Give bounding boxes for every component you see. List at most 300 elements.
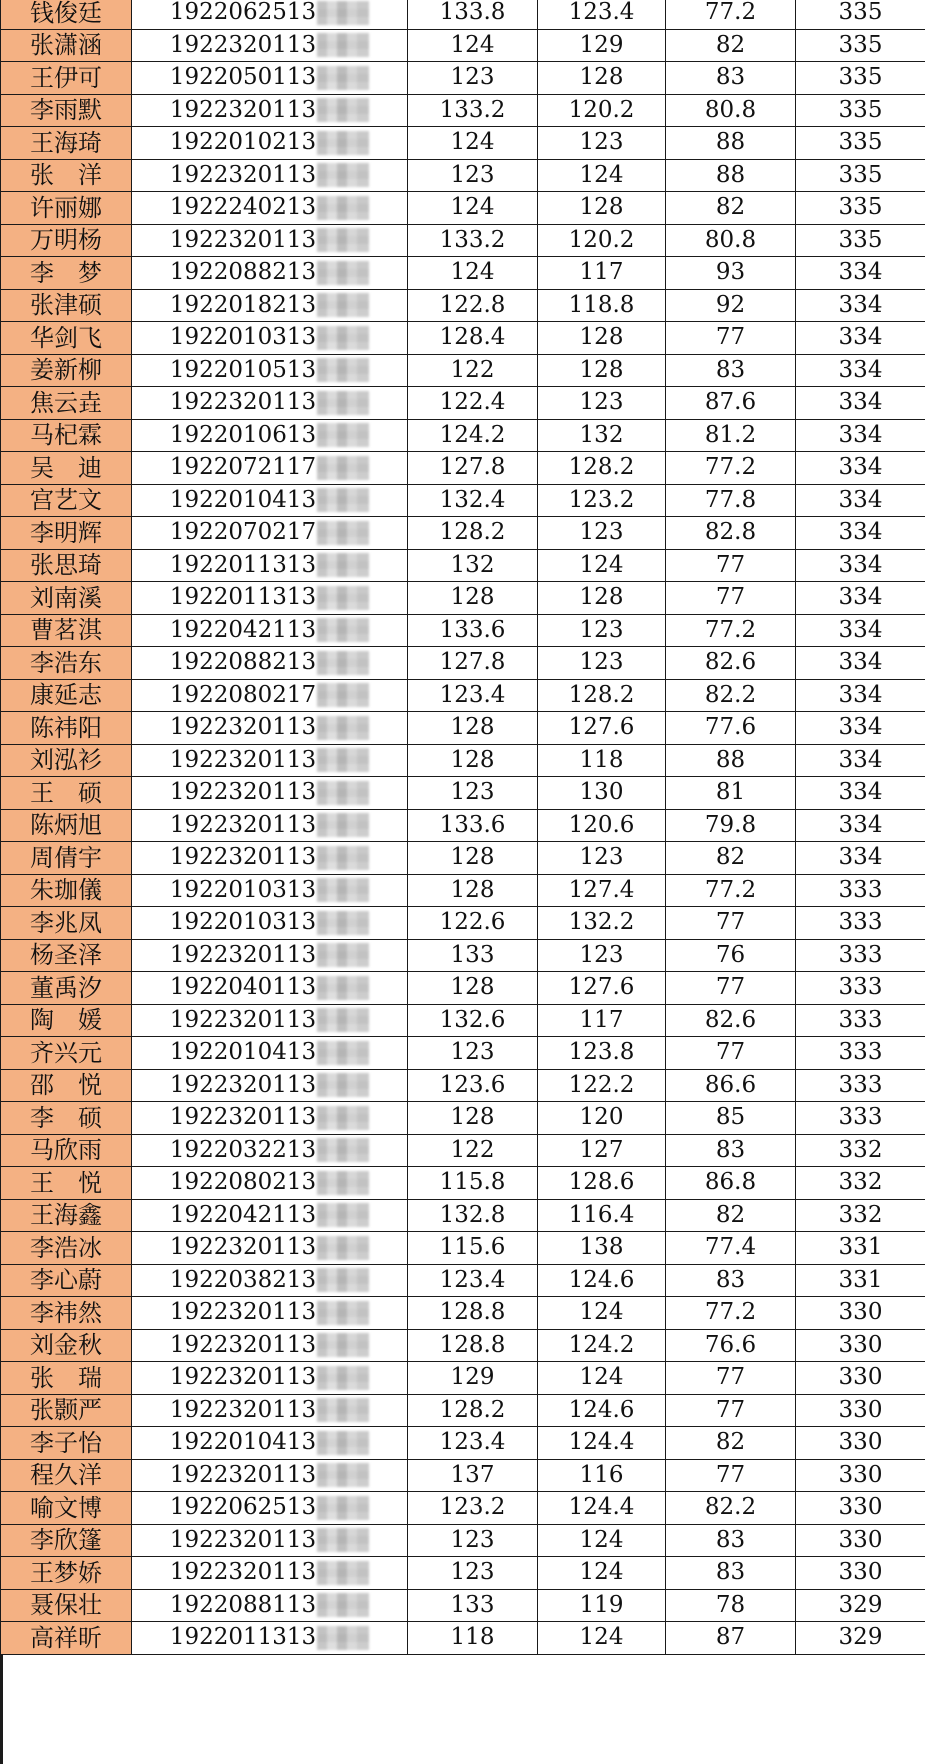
score-2-cell: 123 <box>538 387 666 420</box>
total-score-cell: 333 <box>796 1102 925 1135</box>
score-2-cell: 124.4 <box>538 1427 666 1460</box>
table-row <box>1 62 925 95</box>
student-id-cell <box>132 0 408 29</box>
total-score-cell: 331 <box>796 1264 925 1297</box>
table-row <box>1 94 925 127</box>
redacted-id-suffix <box>317 943 369 967</box>
redacted-id-suffix <box>317 651 369 675</box>
total-score-cell: 334 <box>796 452 925 485</box>
redacted-id-suffix <box>317 1561 369 1585</box>
student-name-cell: 刘泓衫 <box>1 744 132 777</box>
student-name-cell: 康延志 <box>1 679 132 712</box>
total-score-cell: 334 <box>796 387 925 420</box>
score-table-body <box>1 0 925 1654</box>
student-id-text: 1922320113 <box>169 389 317 416</box>
score-2-cell: 116.4 <box>538 1199 666 1232</box>
score-3-cell: 77.6 <box>666 712 796 745</box>
total-score-cell: 334 <box>796 289 925 322</box>
total-score-cell: 334 <box>796 354 925 387</box>
redacted-id-suffix <box>317 976 369 1000</box>
student-name-cell: 李浩冰 <box>1 1232 132 1265</box>
total-score-cell: 334 <box>796 419 925 452</box>
table-row <box>1 582 925 615</box>
student-id-text: 1922010413 <box>169 1039 317 1066</box>
student-id-cell <box>132 354 408 387</box>
redacted-id-suffix <box>317 1431 369 1455</box>
score-3-cell: 82.2 <box>666 679 796 712</box>
total-score-cell: 333 <box>796 907 925 940</box>
score-2-cell: 123 <box>538 647 666 680</box>
score-3-cell: 82 <box>666 1427 796 1460</box>
student-id-text: 1922010413 <box>169 486 317 513</box>
total-score-cell: 335 <box>796 127 925 160</box>
student-id-text: 1922040113 <box>169 974 317 1001</box>
score-2-cell: 132.2 <box>538 907 666 940</box>
student-id-cell <box>132 62 408 95</box>
student-id-cell <box>132 1622 408 1655</box>
student-id-cell <box>132 1167 408 1200</box>
table-row <box>1 647 925 680</box>
table-row <box>1 1329 925 1362</box>
total-score-cell: 330 <box>796 1557 925 1590</box>
score-2-cell: 118 <box>538 744 666 777</box>
student-id-cell <box>132 419 408 452</box>
student-id-text: 1922320113 <box>169 1331 317 1358</box>
student-name-cell: 张 洋 <box>1 159 132 192</box>
score-1-cell: 122 <box>408 354 538 387</box>
score-3-cell: 81 <box>666 777 796 810</box>
table-row <box>1 874 925 907</box>
score-2-cell: 127.6 <box>538 972 666 1005</box>
student-id-text: 1922320113 <box>169 161 317 188</box>
score-3-cell: 82.6 <box>666 647 796 680</box>
student-id-text: 1922240213 <box>169 194 317 221</box>
table-row <box>1 614 925 647</box>
student-id-cell <box>132 1297 408 1330</box>
total-score-cell: 334 <box>796 809 925 842</box>
total-score-cell: 333 <box>796 972 925 1005</box>
student-name-cell: 邵 悦 <box>1 1069 132 1102</box>
total-score-cell: 331 <box>796 1232 925 1265</box>
redacted-id-suffix <box>317 1171 369 1195</box>
student-id-text: 1922320113 <box>169 31 317 58</box>
score-2-cell: 128 <box>538 62 666 95</box>
redacted-id-suffix <box>317 66 369 90</box>
student-name-cell: 张颢严 <box>1 1394 132 1427</box>
redacted-id-suffix <box>317 911 369 935</box>
table-row <box>1 517 925 550</box>
student-id-text: 1922320113 <box>169 1299 317 1326</box>
total-score-cell: 330 <box>796 1492 925 1525</box>
table-row <box>1 1069 925 1102</box>
score-1-cell: 123 <box>408 1557 538 1590</box>
total-score-cell: 330 <box>796 1427 925 1460</box>
student-name-cell: 张津硕 <box>1 289 132 322</box>
score-2-cell: 124 <box>538 1557 666 1590</box>
total-score-cell: 334 <box>796 322 925 355</box>
table-row <box>1 0 925 29</box>
score-2-cell: 117 <box>538 1004 666 1037</box>
student-id-text: 1922320113 <box>169 714 317 741</box>
student-name-cell: 万明杨 <box>1 224 132 257</box>
student-id-text: 1922088213 <box>169 649 317 676</box>
table-row <box>1 1557 925 1590</box>
student-id-text: 1922011313 <box>169 584 317 611</box>
score-2-cell: 124.2 <box>538 1329 666 1362</box>
student-name-cell: 刘金秋 <box>1 1329 132 1362</box>
score-3-cell: 78 <box>666 1589 796 1622</box>
score-3-cell: 77 <box>666 549 796 582</box>
score-2-cell: 118.8 <box>538 289 666 322</box>
redacted-id-suffix <box>317 1041 369 1065</box>
score-3-cell: 77.2 <box>666 0 796 29</box>
student-id-cell <box>132 1492 408 1525</box>
student-id-cell <box>132 94 408 127</box>
score-3-cell: 83 <box>666 1524 796 1557</box>
total-score-cell: 335 <box>796 192 925 225</box>
student-id-text: 1922010213 <box>169 129 317 156</box>
total-score-cell: 334 <box>796 614 925 647</box>
student-name-cell: 马欣雨 <box>1 1134 132 1167</box>
total-score-cell: 330 <box>796 1362 925 1395</box>
total-score-cell: 334 <box>796 484 925 517</box>
student-name-cell: 华剑飞 <box>1 322 132 355</box>
student-name-cell: 周倩宇 <box>1 842 132 875</box>
table-row <box>1 1004 925 1037</box>
table-row <box>1 939 925 972</box>
redacted-id-suffix <box>317 1301 369 1325</box>
score-3-cell: 77.4 <box>666 1232 796 1265</box>
redacted-id-suffix <box>317 1496 369 1520</box>
student-id-text: 1922010413 <box>169 1429 317 1456</box>
student-id-cell <box>132 1394 408 1427</box>
student-name-cell: 李浩东 <box>1 647 132 680</box>
redacted-id-suffix <box>317 586 369 610</box>
score-1-cell: 128.2 <box>408 1394 538 1427</box>
score-2-cell: 124 <box>538 1524 666 1557</box>
table-row <box>1 1134 925 1167</box>
student-id-cell <box>132 1459 408 1492</box>
score-3-cell: 82.6 <box>666 1004 796 1037</box>
student-id-text: 1922050113 <box>169 64 317 91</box>
table-row <box>1 744 925 777</box>
redacted-id-suffix <box>317 1333 369 1357</box>
student-name-cell: 李 梦 <box>1 257 132 290</box>
student-id-cell <box>132 1589 408 1622</box>
score-1-cell: 127.8 <box>408 647 538 680</box>
student-id-text: 1922320113 <box>169 1234 317 1261</box>
student-id-text: 1922320113 <box>169 1461 317 1488</box>
student-id-text: 1922042113 <box>169 1201 317 1228</box>
student-id-cell <box>132 322 408 355</box>
student-name-cell: 聂保壮 <box>1 1589 132 1622</box>
table-row <box>1 1199 925 1232</box>
total-score-cell: 334 <box>796 712 925 745</box>
student-id-cell <box>132 1134 408 1167</box>
score-2-cell: 120.2 <box>538 94 666 127</box>
redacted-id-suffix <box>317 1073 369 1097</box>
redacted-id-suffix <box>317 391 369 415</box>
student-id-cell <box>132 224 408 257</box>
score-2-cell: 117 <box>538 257 666 290</box>
student-id-cell <box>132 127 408 160</box>
student-name-cell: 李心蔚 <box>1 1264 132 1297</box>
score-1-cell: 127.8 <box>408 452 538 485</box>
total-score-cell: 335 <box>796 159 925 192</box>
student-name-cell: 许丽娜 <box>1 192 132 225</box>
student-id-text: 1922320113 <box>169 746 317 773</box>
table-row <box>1 1232 925 1265</box>
redacted-id-suffix <box>317 1106 369 1130</box>
score-2-cell: 127 <box>538 1134 666 1167</box>
total-score-cell: 330 <box>796 1459 925 1492</box>
student-id-cell <box>132 257 408 290</box>
score-2-cell: 124.4 <box>538 1492 666 1525</box>
score-3-cell: 92 <box>666 289 796 322</box>
student-id-cell <box>132 1264 408 1297</box>
score-1-cell: 128.2 <box>408 517 538 550</box>
student-id-text: 1922010613 <box>169 421 317 448</box>
table-row <box>1 1264 925 1297</box>
total-score-cell: 334 <box>796 582 925 615</box>
student-id-cell <box>132 907 408 940</box>
student-name-cell: 张思琦 <box>1 549 132 582</box>
student-id-text: 1922088213 <box>169 259 317 286</box>
score-3-cell: 77 <box>666 582 796 615</box>
score-2-cell: 128.2 <box>538 679 666 712</box>
score-1-cell: 128.4 <box>408 322 538 355</box>
total-score-cell: 334 <box>796 842 925 875</box>
score-3-cell: 80.8 <box>666 224 796 257</box>
score-3-cell: 77.2 <box>666 874 796 907</box>
student-id-cell <box>132 484 408 517</box>
score-2-cell: 128 <box>538 582 666 615</box>
student-id-cell <box>132 29 408 62</box>
score-2-cell: 128.2 <box>538 452 666 485</box>
student-name-cell: 李 硕 <box>1 1102 132 1135</box>
student-name-cell: 李雨默 <box>1 94 132 127</box>
student-id-text: 1922038213 <box>169 1266 317 1293</box>
redacted-id-suffix <box>317 293 369 317</box>
score-2-cell: 130 <box>538 777 666 810</box>
student-id-text: 1922320113 <box>169 1006 317 1033</box>
redacted-id-suffix <box>317 196 369 220</box>
total-score-cell: 335 <box>796 0 925 29</box>
score-1-cell: 128.8 <box>408 1329 538 1362</box>
redacted-id-suffix <box>317 1528 369 1552</box>
student-id-cell <box>132 1102 408 1135</box>
table-row <box>1 679 925 712</box>
student-id-cell <box>132 744 408 777</box>
score-3-cell: 88 <box>666 127 796 160</box>
redacted-id-suffix <box>317 813 369 837</box>
score-1-cell: 133.6 <box>408 809 538 842</box>
score-1-cell: 133.8 <box>408 0 538 29</box>
score-2-cell: 129 <box>538 29 666 62</box>
score-2-cell: 124 <box>538 1297 666 1330</box>
student-name-cell: 吴 迪 <box>1 452 132 485</box>
student-id-text: 1922010313 <box>169 909 317 936</box>
total-score-cell: 332 <box>796 1134 925 1167</box>
table-row <box>1 387 925 420</box>
score-1-cell: 124 <box>408 29 538 62</box>
total-score-cell: 335 <box>796 29 925 62</box>
student-name-cell: 张 瑞 <box>1 1362 132 1395</box>
student-id-text: 1922062513 <box>169 1494 317 1521</box>
score-3-cell: 77.2 <box>666 1297 796 1330</box>
student-id-cell <box>132 1362 408 1395</box>
score-2-cell: 123 <box>538 127 666 160</box>
table-row <box>1 1622 925 1655</box>
student-id-text: 1922320113 <box>169 226 317 253</box>
score-3-cell: 82.8 <box>666 517 796 550</box>
score-3-cell: 83 <box>666 1264 796 1297</box>
redacted-id-suffix <box>317 1366 369 1390</box>
redacted-id-suffix <box>317 1138 369 1162</box>
table-row <box>1 1297 925 1330</box>
student-name-cell: 刘南溪 <box>1 582 132 615</box>
student-name-cell: 李欣篷 <box>1 1524 132 1557</box>
score-3-cell: 82 <box>666 192 796 225</box>
table-row <box>1 289 925 322</box>
student-id-cell <box>132 939 408 972</box>
student-name-cell: 朱珈儀 <box>1 874 132 907</box>
redacted-id-suffix <box>317 261 369 285</box>
table-row <box>1 1394 925 1427</box>
student-id-text: 1922320113 <box>169 811 317 838</box>
student-name-cell: 焦云垚 <box>1 387 132 420</box>
student-name-cell: 王 硕 <box>1 777 132 810</box>
student-name-cell: 李兆凤 <box>1 907 132 940</box>
student-id-cell <box>132 517 408 550</box>
score-2-cell: 123.4 <box>538 0 666 29</box>
score-1-cell: 122.4 <box>408 387 538 420</box>
student-id-text: 1922032213 <box>169 1136 317 1163</box>
student-id-text: 1922320113 <box>169 941 317 968</box>
student-id-text: 1922010313 <box>169 324 317 351</box>
score-1-cell: 132 <box>408 549 538 582</box>
student-id-cell <box>132 549 408 582</box>
score-3-cell: 82 <box>666 842 796 875</box>
student-id-text: 1922018213 <box>169 291 317 318</box>
score-1-cell: 122.6 <box>408 907 538 940</box>
score-1-cell: 123 <box>408 1037 538 1070</box>
score-1-cell: 128 <box>408 972 538 1005</box>
score-2-cell: 132 <box>538 419 666 452</box>
total-score-cell: 330 <box>796 1297 925 1330</box>
score-3-cell: 87.6 <box>666 387 796 420</box>
table-row <box>1 1362 925 1395</box>
student-id-cell <box>132 452 408 485</box>
student-name-cell: 姜新柳 <box>1 354 132 387</box>
student-id-cell <box>132 1199 408 1232</box>
score-2-cell: 120 <box>538 1102 666 1135</box>
score-2-cell: 120.6 <box>538 809 666 842</box>
total-score-cell: 335 <box>796 94 925 127</box>
student-name-cell: 王伊可 <box>1 62 132 95</box>
table-row <box>1 972 925 1005</box>
score-2-cell: 120.2 <box>538 224 666 257</box>
student-name-cell: 王海鑫 <box>1 1199 132 1232</box>
score-1-cell: 123 <box>408 62 538 95</box>
table-row <box>1 1102 925 1135</box>
score-3-cell: 83 <box>666 1134 796 1167</box>
redacted-id-suffix <box>317 1008 369 1032</box>
table-row <box>1 1167 925 1200</box>
redacted-id-suffix <box>317 1203 369 1227</box>
student-id-text: 1922320113 <box>169 1559 317 1586</box>
score-3-cell: 88 <box>666 159 796 192</box>
redacted-id-suffix <box>317 1268 369 1292</box>
redacted-id-suffix <box>317 521 369 545</box>
student-id-text: 1922080217 <box>169 681 317 708</box>
total-score-cell: 332 <box>796 1167 925 1200</box>
student-id-text: 1922320113 <box>169 1071 317 1098</box>
student-id-text: 1922011313 <box>169 551 317 578</box>
score-3-cell: 83 <box>666 354 796 387</box>
total-score-cell: 334 <box>796 257 925 290</box>
student-id-text: 1922320113 <box>169 779 317 806</box>
redacted-id-suffix <box>317 553 369 577</box>
total-score-cell: 334 <box>796 679 925 712</box>
score-1-cell: 123 <box>408 159 538 192</box>
student-name-cell: 陶 媛 <box>1 1004 132 1037</box>
student-id-cell <box>132 192 408 225</box>
score-1-cell: 128 <box>408 842 538 875</box>
table-row <box>1 1492 925 1525</box>
student-name-cell: 喻文博 <box>1 1492 132 1525</box>
table-row <box>1 809 925 842</box>
student-id-text: 1922088113 <box>169 1591 317 1618</box>
score-2-cell: 124.6 <box>538 1264 666 1297</box>
student-name-cell: 马杞霖 <box>1 419 132 452</box>
score-1-cell: 128.8 <box>408 1297 538 1330</box>
score-3-cell: 77.8 <box>666 484 796 517</box>
redacted-id-suffix <box>317 326 369 350</box>
student-id-text: 1922320113 <box>169 1104 317 1131</box>
score-1-cell: 128 <box>408 582 538 615</box>
student-id-cell <box>132 159 408 192</box>
score-3-cell: 81.2 <box>666 419 796 452</box>
redacted-id-suffix <box>317 781 369 805</box>
student-id-text: 1922080213 <box>169 1169 317 1196</box>
total-score-cell: 334 <box>796 744 925 777</box>
total-score-cell: 333 <box>796 1004 925 1037</box>
score-1-cell: 123 <box>408 777 538 810</box>
redacted-id-suffix <box>317 163 369 187</box>
score-1-cell: 124 <box>408 127 538 160</box>
student-id-cell <box>132 809 408 842</box>
score-3-cell: 86.6 <box>666 1069 796 1102</box>
redacted-id-suffix <box>317 456 369 480</box>
redacted-id-suffix <box>317 1398 369 1422</box>
student-id-text: 1922042113 <box>169 616 317 643</box>
table-row <box>1 257 925 290</box>
score-3-cell: 80.8 <box>666 94 796 127</box>
score-1-cell: 133.2 <box>408 94 538 127</box>
student-id-cell <box>132 1329 408 1362</box>
redacted-id-suffix <box>317 33 369 57</box>
table-row <box>1 224 925 257</box>
student-id-text: 1922072117 <box>169 454 317 481</box>
student-id-cell <box>132 582 408 615</box>
table-row <box>1 1427 925 1460</box>
score-1-cell: 122 <box>408 1134 538 1167</box>
student-name-cell: 程久洋 <box>1 1459 132 1492</box>
student-name-cell: 张潇涵 <box>1 29 132 62</box>
score-1-cell: 133.2 <box>408 224 538 257</box>
student-name-cell: 王 悦 <box>1 1167 132 1200</box>
